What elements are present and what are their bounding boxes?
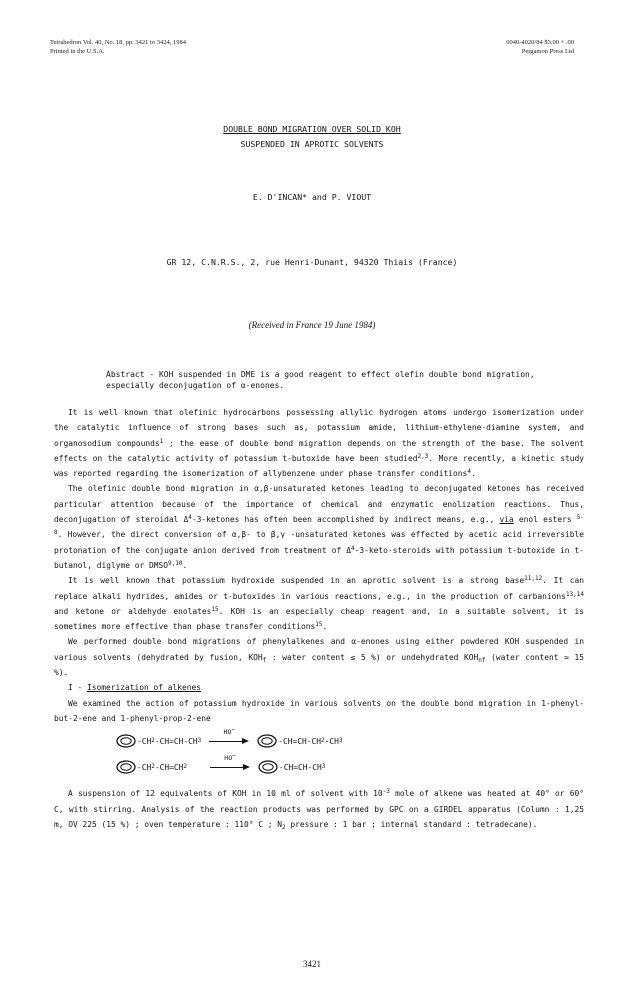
reference-superscript: 13,14 [565, 590, 584, 598]
title-line-1: DOUBLE BOND MIGRATION OVER SOLID KOH [223, 124, 401, 134]
reference-superscript: 1 [159, 437, 164, 445]
text-span: mole of alkene was heated at 40° or 60° C, with stirring. Analysis of the reaction products was performed by GPC on a GIRDEL apparatus (Column : 1,25 m, OV 225 (15 %) ; oven temperature : 110° C ; N [54, 789, 584, 829]
formula-text: -CH=CH-CH [279, 762, 322, 772]
running-header-right [506, 39, 574, 56]
text-span: -3-keto-steroids with potassium t-butoxide in t-butanol, diglyme or DMSO [54, 545, 584, 570]
reaction-arrow-icon [210, 752, 250, 774]
formula-text: -CH [324, 736, 339, 746]
reagent-text: HO [224, 754, 233, 763]
text-span: -3-ketones has often been accomplished by indirect means, e.g., [191, 515, 500, 525]
reaction-row-1: -CH 2 -CH=CH-CH 3 HO− -CH=CH-CH 2 -CH 3 [116, 730, 343, 752]
formula-text: -CH=CH-CH [278, 736, 322, 746]
text-span: pressure : 1 bar ; internal standard : tetradecane). [285, 819, 538, 829]
charge-superscript: − [231, 726, 235, 734]
text-span: . [470, 469, 476, 479]
subscript: f [262, 656, 267, 664]
printed-in-note: Printed in the U.S.A. [50, 47, 105, 55]
text-span: . More recently, a kinetic study was reported regarding the isomerization of allybenzene under phase transfer conditions [54, 453, 584, 479]
paragraph-4 [54, 634, 584, 680]
reagent-text: HO [223, 728, 232, 737]
text-span: The olefinic double bond migration in α,β-unsaturated ketones leading to deconjugated ketones has received particular attention because of the importance of chemical and enzymatic enolization reactions. Thus, deconjugation of steroidal Δ [54, 484, 584, 525]
benzene-ring-icon [258, 760, 278, 774]
reference-superscript: 15 [211, 605, 219, 613]
text-span: We performed double bond migrations of phenylalkenes and α-enones using either powdered KOH suspended in various solvents (dehydrated by fusion, KOH [54, 637, 584, 662]
formula-text: -CH=CH [154, 762, 184, 772]
text-span: : water content ≤ 5 %) or undehydrated KOH [266, 652, 479, 662]
section-heading [54, 680, 584, 695]
formula-text: -CH [137, 762, 152, 772]
underlined-word: via [499, 515, 514, 525]
benzene-ring-icon [116, 734, 136, 748]
paragraph-1 [54, 405, 584, 481]
subscript: nf [478, 656, 486, 664]
section-number: I - [68, 683, 88, 693]
reference-superscript: 2,3 [417, 452, 429, 460]
benzene-ring-icon [116, 760, 136, 774]
text-span: . However, the direct conversion of α,β- to β,γ -unsaturated ketones was effected by acetic acid irreversible protonation of the conjugate anion derived from treatment of Δ [54, 530, 584, 555]
running-header-left [50, 39, 186, 56]
reaction-arrow-icon [209, 726, 249, 748]
charge-superscript: − [232, 752, 236, 760]
reference-superscript: 5-8 [54, 514, 584, 537]
formula-text: -CH [137, 736, 152, 746]
benzene-ring-icon [257, 734, 277, 748]
text-span: and ketone or aldehyde enolates [54, 606, 212, 616]
reference-superscript: 11,12 [524, 575, 543, 583]
text-span: ; the ease of double bond migration depends on the strength of the base. The solvent effects on the catalytic activity of potassium t-butoxide have been studied [54, 438, 584, 463]
text-span: (water content ≈ 15 %). [54, 652, 585, 678]
paragraph-6 [54, 786, 584, 832]
authors: E. D'INCAN* and P. VIOUT [252, 192, 372, 202]
body-text [54, 405, 584, 832]
article-code: 0040-4020/84 $3.00 + .00 [506, 39, 574, 46]
reference-superscript: 4 [467, 468, 471, 476]
text-span: A suspension of 12 equivalents of KOH in 10 ml of solvent with 10 [68, 789, 383, 799]
reference-superscript: 9,10 [168, 559, 183, 567]
delta-superscript: 4 [188, 514, 192, 522]
exponent-superscript: -3 [382, 788, 390, 796]
title-line-2: SUSPENDED IN APROTIC SOLVENTS [240, 139, 384, 149]
text-span: It is well known that olefinic hydrocarbons possessing allylic hydrogen atoms undergo isomerization under the catalytic influence of strong bases such as, potassium amide, lithium-ethylene-diamine system, and organosodium compounds [54, 408, 584, 448]
paragraph-2 [54, 481, 584, 573]
journal-citation: Tetrahedron Vol. 40, No. 18, pp. 3421 to 3424, 1984 [50, 39, 186, 46]
reaction-row-2: -CH 2 -CH=CH 2 HO− -CH=CH-CH 3 [116, 756, 325, 778]
section-title: Isomerization of alkenes [87, 683, 202, 693]
paragraph-5: We examined the action of potassium hydroxide in various solvents on the double bond migration in 1-phenyl-but-2-ene and 1-phenyl-prop-2-ene [54, 698, 584, 723]
paper-title [0, 122, 624, 152]
received-date: (Received in France 19 June 1984) [248, 320, 376, 330]
reaction-scheme [54, 726, 584, 780]
page-number: 3421 [303, 959, 321, 969]
text-span: enol esters [513, 515, 577, 525]
abstract: Abstract - KOH suspended in DME is a good reagent to effect olefin double bond migration, especially deconjugation of α-enones. [106, 370, 535, 390]
publisher-name: Pergamon Press Ltd [521, 47, 574, 55]
text-span: It is well known that potassium hydroxide suspended in an aprotic solvent is a strong base [68, 576, 525, 586]
text-span: . KOH is an especially cheap reagent and, in a suitable solvent, it is sometimes more effective than phase transfer conditions [54, 606, 584, 632]
reference-superscript: 15 [315, 621, 323, 629]
paragraph-3 [54, 573, 584, 634]
delta-superscript: 4 [350, 544, 355, 552]
text-span: . [182, 560, 188, 570]
text-span: . It can replace alkali hydrides, amides or t-butoxides in various reactions, e.g., in the production of carbanions [54, 576, 584, 601]
subscript: 2 [282, 823, 286, 831]
formula-text: -CH=CH-CH [154, 736, 198, 746]
affiliation: GR 12, C.N.R.S., 2, rue Henri-Dunant, 94320 Thiais (France) [166, 257, 458, 267]
text-span: . [322, 622, 328, 632]
